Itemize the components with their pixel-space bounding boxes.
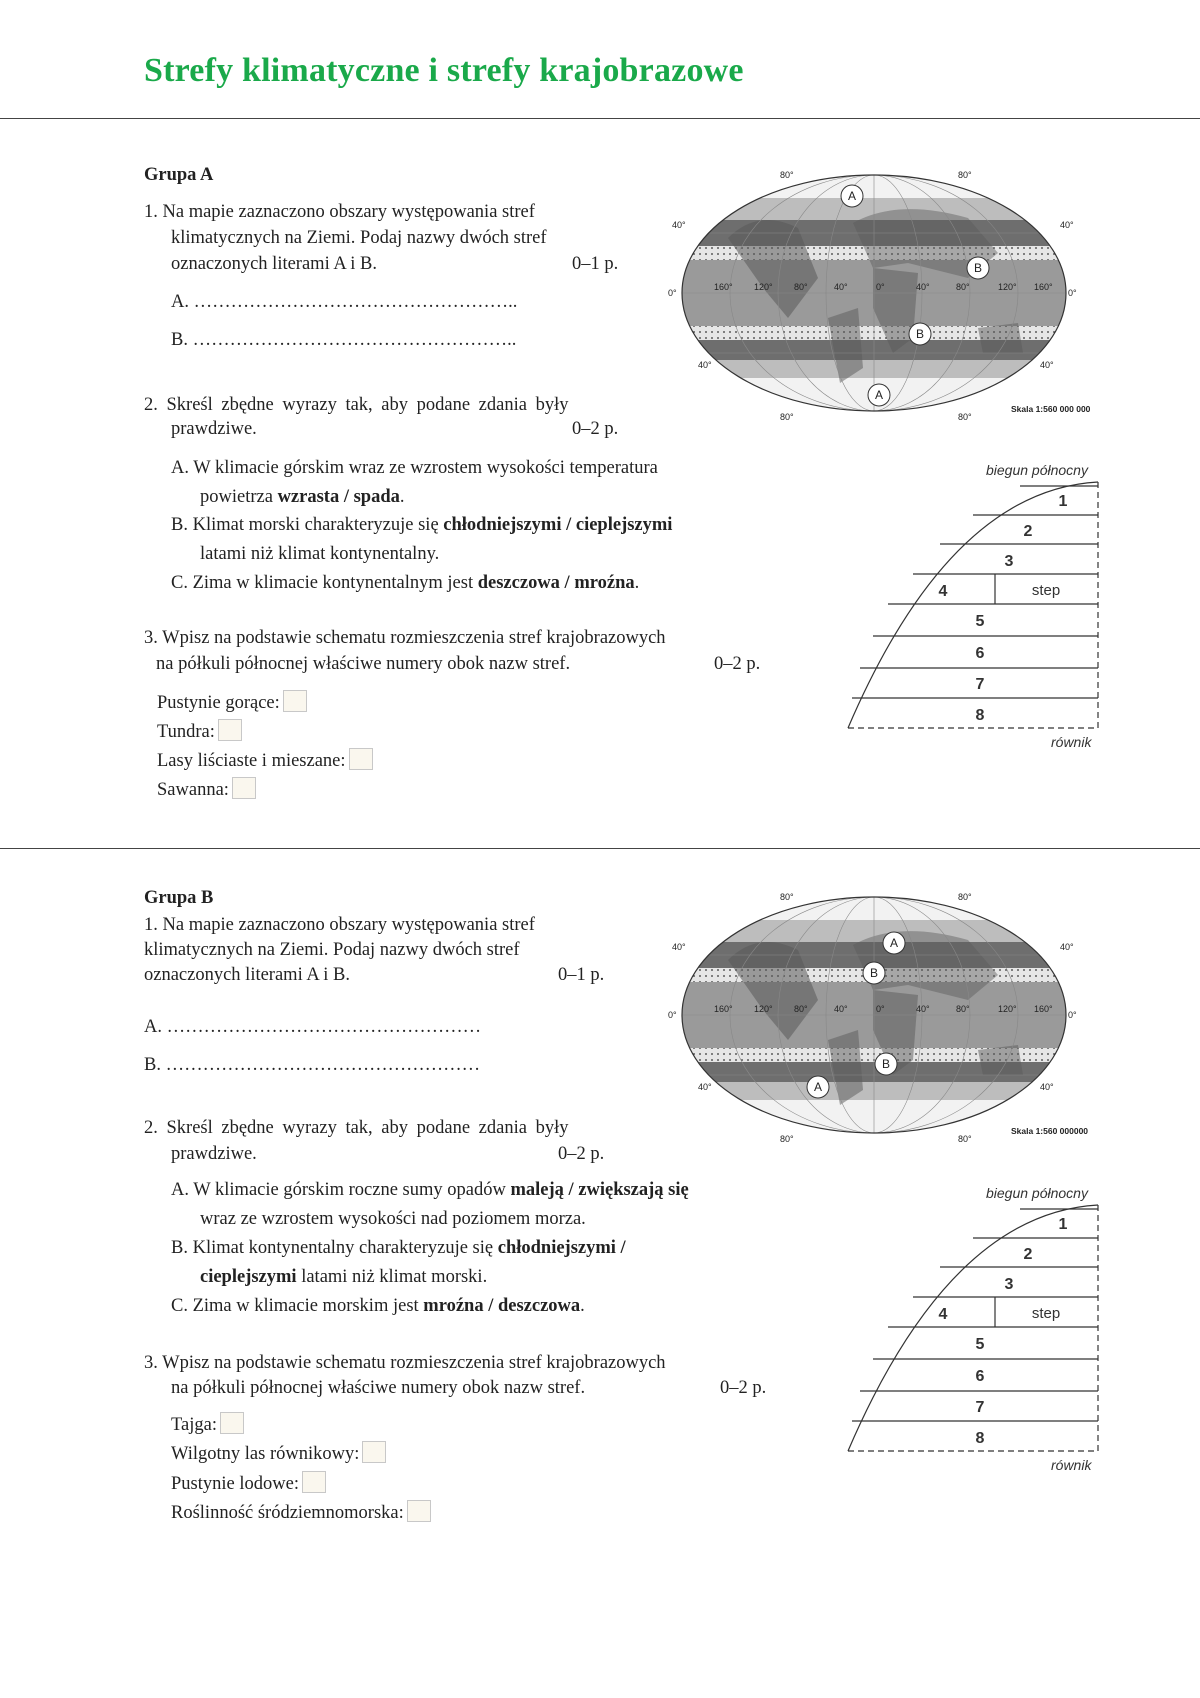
group-b-q2-b-options[interactable]: chłodniejszymi / [497,1238,626,1258]
diagram-a-row: 2 [1023,523,1033,540]
page-title: Strefy klimatyczne i strefy krajobrazowe [144,52,744,89]
diagram-b-row: 5 [975,1336,985,1353]
group-b-q3-item: Pustynie lodowe: [171,1471,326,1496]
group-b-q1-answer-a[interactable]: A. …………………………………………… [144,1017,482,1037]
group-b-q1-line3: oznaczonych literami A i B. [144,965,351,985]
group-a-q3-line1: 3. Wpisz na podstawie schematu rozmieszczenia stref krajobrazowych [144,628,666,648]
diagram-b-row: 3 [1004,1276,1014,1293]
map-a-lat-label: 80° [958,412,972,422]
diagram-b-row: 8 [975,1430,985,1447]
map-a-lat-label: 0° [668,288,677,298]
group-a-q3-item: Tundra: [157,719,242,744]
diagram-a-row: 5 [975,613,985,630]
group-b-q1-line1: 1. Na mapie zaznaczono obszary występowania stref [144,915,535,935]
map-b-lat-label: 80° [780,1134,794,1144]
diagram-a-row: step [1031,582,1061,599]
diagram-b-row: 1 [1058,1216,1068,1233]
answer-box[interactable] [349,748,373,770]
group-a-q1-answer-a[interactable]: A. …………………………………………….. [171,292,518,312]
group-a-q1-points: 0–1 p. [572,254,619,274]
map-b-marker: A [889,936,899,950]
map-a-marker: A [847,189,857,203]
map-b-lon-label: 160° [1034,1004,1053,1014]
separator-middle [0,848,1200,849]
group-a-q2-b-line1: B. Klimat morski charakteryzuje się chłodniejszymi / cieplejszymi [171,515,673,535]
map-b-lat-label: 40° [1060,942,1074,952]
map-b-lon-label: 40° [834,1004,848,1014]
group-a-heading: Grupa A [144,165,214,185]
diagram-a-row: 8 [975,707,985,724]
map-b-lon-label: 40° [916,1004,930,1014]
group-b-q1-line2: klimatycznych na Ziemi. Podaj nazwy dwóch stref [144,940,520,960]
group-a-q1-line2: klimatycznych na Ziemi. Podaj nazwy dwóch stref [171,228,547,248]
group-b-q2-points: 0–2 p. [558,1144,605,1164]
map-a-lon-label: 120° [754,282,773,292]
map-b-lat-label: 0° [668,1010,677,1020]
group-a-q2-b-options[interactable]: chłodniejszymi / cieplejszymi [443,515,673,535]
group-b-q2-c-line1: C. Zima w klimacie morskim jest mroźna / deszczowa. [171,1296,585,1316]
map-b-lat-label: 0° [1068,1010,1077,1020]
map-a-lat-label: 40° [672,220,686,230]
map-a-lat-label: 80° [780,412,794,422]
answer-box[interactable] [283,690,307,712]
map-a-lon-label: 40° [916,282,930,292]
diagram-a-row: 7 [975,676,985,693]
group-a-q1-line1: 1. Na mapie zaznaczono obszary występowania stref [144,202,535,222]
map-a-marker: B [915,327,925,341]
group-a-q3-points: 0–2 p. [714,654,761,674]
group-b-heading: Grupa B [144,888,214,908]
map-b-lon-label: 80° [794,1004,808,1014]
diagram-a-bottom-label: równik [1051,734,1092,750]
diagram-a-top-label: biegun północny [986,462,1088,478]
map-a-lat-label: 40° [1060,220,1074,230]
group-b-q1-points: 0–1 p. [558,965,605,985]
group-b-q2-a-line2: wraz ze wzrostem wysokości nad poziomem morza. [200,1209,586,1229]
map-b-lat-label: 40° [672,942,686,952]
group-a-q2-c-options[interactable]: deszczowa / mroźna [477,573,635,593]
answer-box[interactable] [407,1500,431,1522]
map-b-lon-label: 0° [876,1004,885,1014]
group-b-q3-item: Wilgotny las równikowy: [171,1441,386,1466]
group-a-q1-answer-b[interactable]: B. …………………………………………….. [171,330,517,350]
map-a-lon-label: 80° [794,282,808,292]
map-a-lat-label: 0° [1068,288,1077,298]
group-b-q3-points: 0–2 p. [720,1378,767,1398]
group-a-q2-points: 0–2 p. [572,419,619,439]
map-a-lon-label: 120° [998,282,1017,292]
map-a-lat-label: 40° [698,360,712,370]
map-b-marker: B [869,966,879,980]
group-a-q2-a-line1: A. W klimacie górskim wraz ze wzrostem wysokości temperatura [171,458,658,478]
group-a-q1-line3: oznaczonych literami A i B. [171,254,378,274]
diagram-b-top-label: biegun północny [986,1185,1088,1201]
diagram-a-row: 6 [975,645,985,662]
climate-zones-map-a [668,168,1091,423]
group-a-q3-line2: na półkuli północnej właściwe numery obok nazw stref. [156,654,571,674]
group-b-q2-line2: prawdziwe. [171,1144,257,1164]
map-b-marker: B [881,1057,891,1071]
landscape-zones-diagram-b [840,1183,1110,1483]
answer-box[interactable] [232,777,256,799]
diagram-b-row: 7 [975,1399,985,1416]
group-b-q3-line1: 3. Wpisz na podstawie schematu rozmieszczenia stref krajobrazowych [144,1353,666,1373]
group-a-q3-item: Lasy liściaste i mieszane: [157,748,373,773]
group-a-q2-b-line2: latami niż klimat kontynentalny. [200,544,440,564]
map-b-lon-label: 160° [714,1004,733,1014]
map-b-lon-label: 120° [998,1004,1017,1014]
group-b-q2-b-line2: cieplejszymi latami niż klimat morski. [200,1267,488,1287]
climate-zones-map-b [668,890,1089,1145]
group-b-q2-a-line1: A. W klimacie górskim roczne sumy opadów maleją / zwiększają się [171,1180,689,1200]
group-a-q2-a-line2: powietrza wzrasta / spada. [200,487,405,507]
map-b-lon-label: 120° [754,1004,773,1014]
answer-box[interactable] [218,719,242,741]
map-b-lat-label: 40° [1040,1082,1054,1092]
diagram-b-row: 6 [975,1368,985,1385]
group-b-q3-item: Roślinność śródziemnomorska: [171,1500,431,1525]
diagram-a-row: 1 [1058,493,1068,510]
group-a-q3-item: Pustynie gorące: [157,690,307,715]
group-b-q1-answer-b[interactable]: B. …………………………………………… [144,1055,481,1075]
group-b-q2-c-options[interactable]: mroźna / deszczowa [423,1296,581,1316]
map-b-scale: Skala 1:560 000000 [1011,1126,1089,1136]
group-b-q2-b-line1: B. Klimat kontynentalny charakteryzuje się chłodniejszymi / [171,1238,626,1258]
group-a-q2-c-line1: C. Zima w klimacie kontynentalnym jest deszczowa / mroźna. [171,573,640,593]
answer-box[interactable] [362,1441,386,1463]
map-a-lon-label: 0° [876,282,885,292]
group-b-q3-line2: na półkuli północnej właściwe numery obok nazw stref. [171,1378,586,1398]
map-a-marker: A [874,388,884,402]
answer-box[interactable] [302,1471,326,1493]
map-b-marker: A [813,1080,823,1094]
map-b-lat-label: 80° [958,892,972,902]
map-a-scale: Skala 1:560 000 000 [1011,404,1091,414]
group-a-q2-line1: 2. Skreśl zbędne wyrazy tak, aby podane zdania były [144,395,569,415]
answer-box[interactable] [220,1412,244,1434]
landscape-zones-diagram-a [840,460,1110,760]
diagram-b-bottom-label: równik [1051,1457,1092,1473]
map-b-lat-label: 40° [698,1082,712,1092]
map-a-lat-label: 40° [1040,360,1054,370]
map-b-lat-label: 80° [958,1134,972,1144]
group-b-q2-line1: 2. Skreśl zbędne wyrazy tak, aby podane zdania były [144,1118,569,1138]
diagram-b-row: 2 [1023,1246,1033,1263]
map-a-lon-label: 160° [1034,282,1053,292]
diagram-a-row: 3 [1004,553,1014,570]
map-b-lon-label: 80° [956,1004,970,1014]
map-a-marker: B [973,261,983,275]
diagram-b-row: step [1031,1305,1061,1322]
separator-top [0,118,1200,119]
group-b-q2-b-options-cont[interactable]: cieplejszymi [200,1267,297,1287]
group-b-q2-a-options[interactable]: maleją / zwiększają się [510,1180,689,1200]
map-a-lat-label: 80° [958,170,972,180]
map-a-lat-label: 80° [780,170,794,180]
diagram-a-row: 4 [938,583,948,600]
map-a-lon-label: 160° [714,282,733,292]
group-a-q2-line2: prawdziwe. [171,419,257,439]
group-a-q3-item: Sawanna: [157,777,256,802]
map-a-lon-label: 40° [834,282,848,292]
group-b-q3-item: Tajga: [171,1412,244,1437]
map-b-lat-label: 80° [780,892,794,902]
diagram-b-row: 4 [938,1306,948,1323]
map-a-lon-label: 80° [956,282,970,292]
group-a-q2-a-options[interactable]: wzrasta / spada [277,487,400,507]
